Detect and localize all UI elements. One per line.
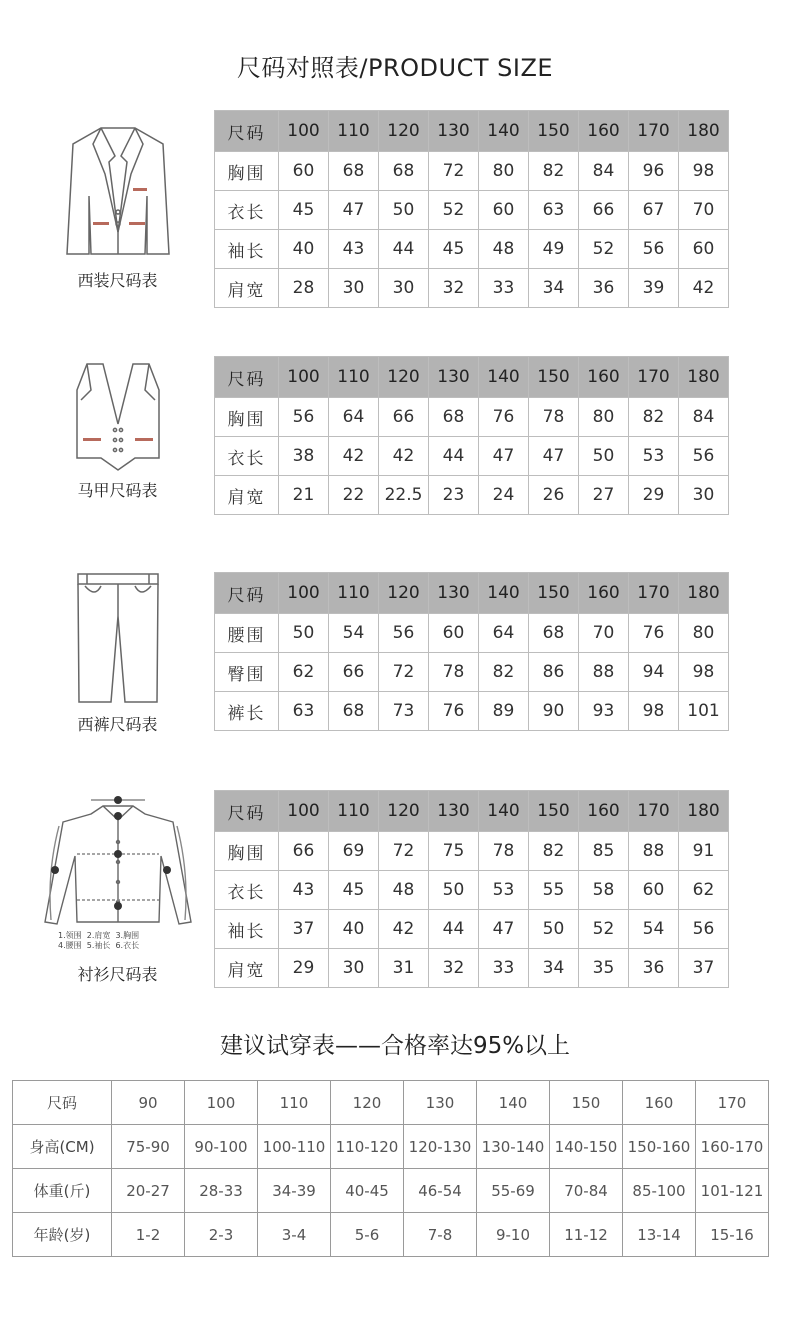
- marker-4-icon: [114, 902, 122, 910]
- recommendation-table: [12, 1080, 769, 1257]
- table-row: 身高(CM) 75-90 90-100 100-110 110-120 120-130 130-140 140-150 150-160 160-170: [13, 1125, 769, 1169]
- vest-size-table: [214, 356, 729, 515]
- table-header-row: 尺码 100 110 120 130 140 150 160 170 180: [215, 111, 729, 152]
- page-title: 尺码对照表/PRODUCT SIZE: [236, 54, 554, 82]
- table-row: 胸围 60 68 68 72 80 82 84 96 98: [215, 152, 729, 191]
- table-row: 肩宽 29 30 31 32 33 34 35 36 37: [215, 949, 729, 988]
- table-row: 裤长 63 68 73 76 89 90 93 98 101: [215, 692, 729, 731]
- shirt-chart-label: 衬衫尺码表: [77, 965, 158, 984]
- vest-icon: [73, 360, 163, 472]
- vest-illustration: [30, 360, 205, 501]
- table-header-row: 尺码 100 110 120 130 140 150 160 170 180: [215, 357, 729, 398]
- table-row: 臀围 62 66 72 78 82 86 88 94 98: [215, 653, 729, 692]
- table-row: 胸围 56 64 66 68 76 78 80 82 84: [215, 398, 729, 437]
- shirt-size-table: [214, 790, 729, 988]
- marker-6-icon: [163, 866, 171, 874]
- marker-3-icon: [114, 850, 122, 858]
- table-row: 体重(斤) 20-27 28-33 34-39 40-45 46-54 55-69 70-84 85-100 101-121: [13, 1169, 769, 1213]
- trousers-chart-label: 西裤尺码表: [77, 715, 158, 734]
- shirt-illustration: [30, 792, 205, 984]
- table-row: 肩宽 28 30 30 32 33 34 36 39 42: [215, 269, 729, 308]
- table-header-row: 尺码 100 110 120 130 140 150 160 170 180: [215, 791, 729, 832]
- marker-5-icon: [51, 866, 59, 874]
- suit-jacket-icon: [63, 122, 173, 262]
- table-row: 衣长 43 45 48 50 53 55 58 60 62: [215, 871, 729, 910]
- trousers-size-table: [214, 572, 729, 731]
- marker-1-icon: [114, 812, 122, 820]
- table-row: 腰围 50 54 56 60 64 68 70 76 80: [215, 614, 729, 653]
- table-row: 尺码 90 100 110 120 130 140 150 160 170: [13, 1081, 769, 1125]
- table-row: 肩宽 21 22 22.5 23 24 26 27 29 30: [215, 476, 729, 515]
- shirt-legend: 1.领围 2.肩宽 3.胸围 4.腰围 5.袖长 6.衣长: [58, 931, 140, 950]
- trousers-illustration: [30, 572, 205, 735]
- table-row: 年龄(岁) 1-2 2-3 3-4 5-6 7-8 9-10 11-12 13-14 15-16: [13, 1213, 769, 1257]
- trousers-icon: [75, 572, 161, 706]
- table-row: 衣长 38 42 42 44 47 47 50 53 56: [215, 437, 729, 476]
- suit-size-table: [214, 110, 729, 308]
- table-header-row: 尺码 100 110 120 130 140 150 160 170 180: [215, 573, 729, 614]
- vest-chart-label: 马甲尺码表: [77, 481, 158, 500]
- table-row: 袖长 37 40 42 44 47 50 52 54 56: [215, 910, 729, 949]
- shirt-icon: [33, 792, 203, 952]
- table-row: 胸围 66 69 72 75 78 82 85 88 91: [215, 832, 729, 871]
- suit-chart-label: 西装尺码表: [77, 271, 158, 290]
- marker-2-icon: [114, 796, 122, 804]
- recommendation-title: 建议试穿表——合格率达95%以上: [219, 1033, 571, 1059]
- suit-illustration: [30, 122, 205, 291]
- table-row: 袖长 40 43 44 45 48 49 52 56 60: [215, 230, 729, 269]
- table-row: 衣长 45 47 50 52 60 63 66 67 70: [215, 191, 729, 230]
